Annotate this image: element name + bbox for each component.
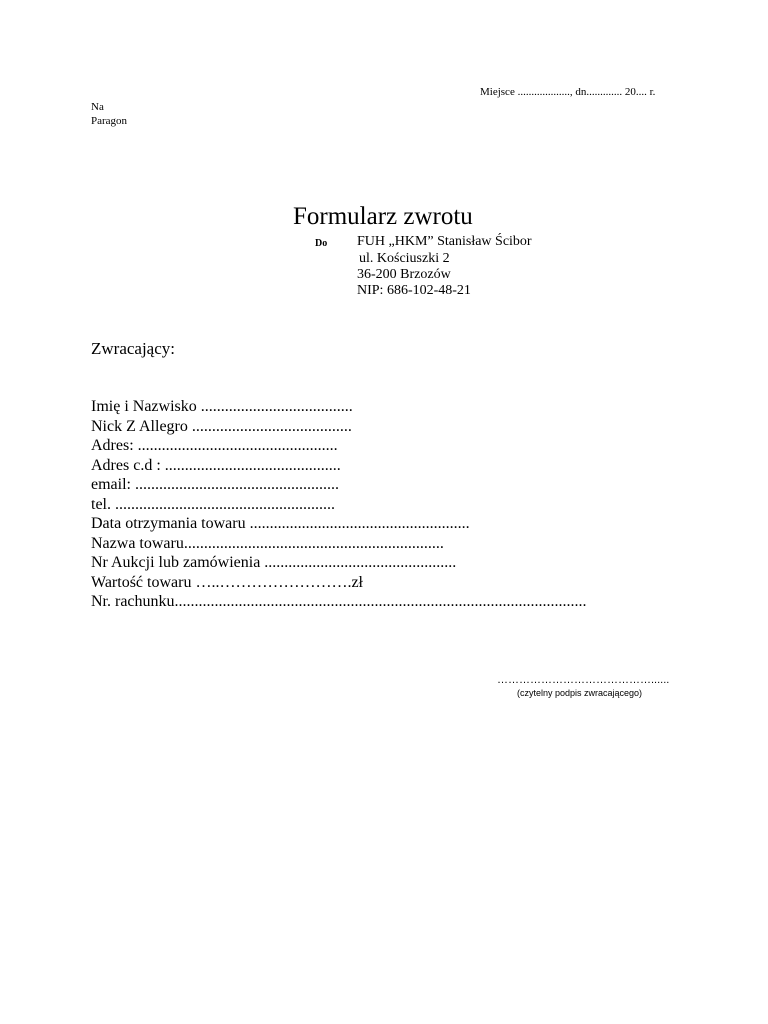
receipt-note (91, 100, 127, 128)
signature-line: ……………………………………...... (497, 674, 670, 686)
field-name: Imię i Nazwisko ...................................... (91, 398, 353, 415)
page-title: Formularz zwrotu (293, 203, 473, 230)
do-label: Do (315, 238, 328, 249)
returner-heading: Zwracający: (91, 339, 175, 358)
field-receipt-date: Data otrzymania towaru ....................................................... (91, 515, 470, 532)
field-email: email: ................................................... (91, 476, 339, 493)
place-date-line: Miejsce ..................., dn............. 20.... r. (480, 86, 656, 98)
paragon-label: Paragon (91, 115, 128, 127)
recipient-company: FUH „HKM” Stanisław Ścibor (357, 234, 532, 249)
field-address: Adres: .................................................. (91, 437, 338, 454)
field-product-value: Wartość towaru …..…………………….zł (91, 573, 363, 591)
returner-fields (91, 397, 587, 612)
field-account-number: Nr. rachunku....................................................................................................... (91, 593, 587, 610)
recipient-city: 36-200 Brzozów (357, 267, 451, 282)
recipient-street: ul. Kościuszki 2 (359, 251, 450, 266)
na-label: Na (91, 101, 104, 113)
signature-caption: (czytelny podpis zwracającego) (517, 688, 643, 698)
field-phone: tel. ....................................................... (91, 495, 335, 513)
field-allegro-nick: Nick Z Allegro ........................................ (91, 417, 352, 435)
field-auction-number: Nr Aukcji lub zamówienia ................................................ (91, 554, 457, 571)
field-address-continued: Adres c.d : ............................................ (91, 456, 341, 474)
field-product-name: Nazwa towaru................................................................. (91, 534, 444, 552)
recipient-nip: NIP: 686-102-48-21 (357, 283, 471, 298)
